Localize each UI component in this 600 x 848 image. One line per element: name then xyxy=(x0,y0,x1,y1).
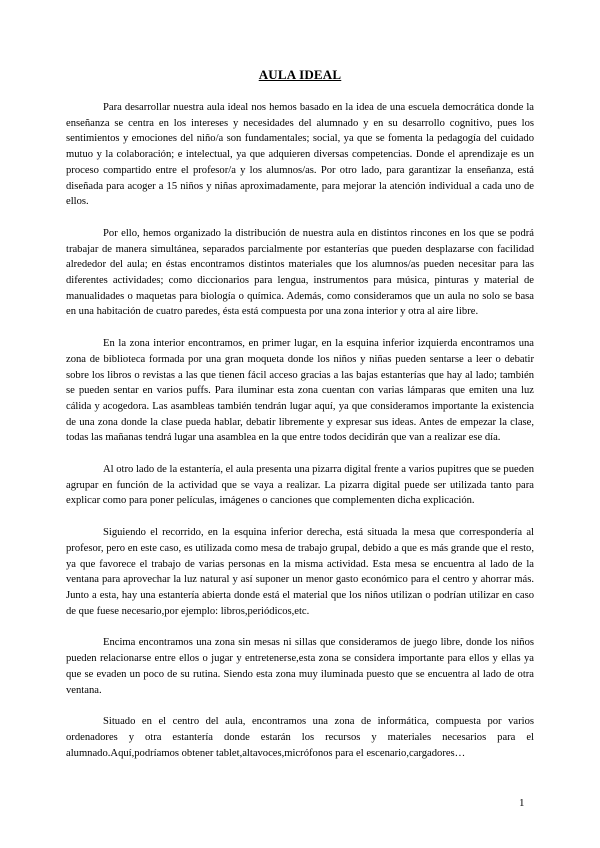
paragraph: Situado en el centro del aula, encontramos una zona de informática, compuesta por varios ordenadores y otra estantería donde estarán los recursos y materiales necesarios para el alumnado.Aquí,podríamos obtener tablet,altavoces,micrófonos para el escenario,cargadores… xyxy=(66,716,534,759)
paragraph: Al otro lado de la estantería, el aula presenta una pizarra digital frente a varios pupitres que se pueden agrupar en función de la actividad que se vaya a realizar. La pizarra digital puede ser utilizada tanto para explicar como para poner películas, imágenes o canciones que complementen dicha explicación. xyxy=(66,464,534,507)
paragraph: Siguiendo el recorrido, en la esquina inferior derecha, está situada la mesa que correspondería al profesor, pero en este caso, es utilizada como mesa de trabajo grupal, debido a que es más grande que el resto, ya que favorece el trabajo de varias personas en la misma actividad. Esta mesa se encuentra al lado de la ventana para aprovechar la luz natural y así suponer un menor gasto económico para el centro y ahorrar más. Junto a esta, hay una estantería abierta donde está el material que los niños utilizan o podrían utilizar en caso de que fuese necesario,por ejemplo: libros,periódicos,etc. xyxy=(66,527,534,617)
document-body xyxy=(66,100,534,777)
paragraph: Para desarrollar nuestra aula ideal nos hemos basado en la idea de una escuela democrática donde la enseñanza se centra en los intereses y necesidades del alumnado y en su desarrollo cognitivo, pues los sentimientos y emociones del niño/a son fundamentales; social, ya que se fomenta la pedagogía del cuidado mutuo y la colaboración; e intelectual, ya que adquieren diversas competencias. Donde el aprendizaje es un proceso compartido entre el profesor/a y los alumnos/as. Por otro lado, para garantizar la enseñanza, está diseñada para acoger a 15 niños y niñas aproximadamente, para mejorar la atención individual a cada uno de ellos. xyxy=(66,102,534,208)
paragraph: En la zona interior encontramos, en primer lugar, en la esquina inferior izquierda encontramos una zona de biblioteca formada por una gran moqueta donde los niños y niñas pueden sentarse a leer o debatir sobre los libros o revistas a las que tienen fácil acceso gracias a las bajas estanterías que hay al lado; también se pueden sentar en varios puffs. Para iluminar esta zona cuentan con varias lámparas que emiten una luz cálida y acogedora. Las asambleas también tendrán lugar aquí, ya que consideramos importante la existencia de una zona donde la clase pueda hablar, debatir libremente y expresar sus ideas. Antes de empezar la clase, todas las mañanas tendrá lugar una asamblea en la que entre todos decidirán que van a realizar ese día. xyxy=(66,338,534,444)
paragraph: Por ello, hemos organizado la distribución de nuestra aula en distintos rincones en los que se podrá trabajar de manera simultánea, separados parcialmente por estanterías que pueden desplazarse con facilidad alrededor del aula; en éstas encontramos distintos materiales que los alumnos/as pueden necesitar para las diferentes actividades; como diccionarios para lengua, instrumentos para música, pinturas y material de manualidades o maquetas para biología o química. Además, como consideramos que un aula no solo se basa en una habitación de cuatro paredes, ésta está compuesta por una zona interior y otra al aire libre. xyxy=(66,227,534,318)
page-number: 1 xyxy=(519,797,525,809)
paragraph: Encima encontramos una zona sin mesas ni sillas que consideramos de juego libre, donde los niños pueden relacionarse entre ellos o jugar y entretenerse,esta zona se considera importante para ellos y ellas ya que se evaden un poco de su rutina. Siendo esta zona muy iluminada puesto que se encuentra al lado de otra ventana. xyxy=(66,637,534,696)
document-title: AULA IDEAL xyxy=(258,67,342,82)
